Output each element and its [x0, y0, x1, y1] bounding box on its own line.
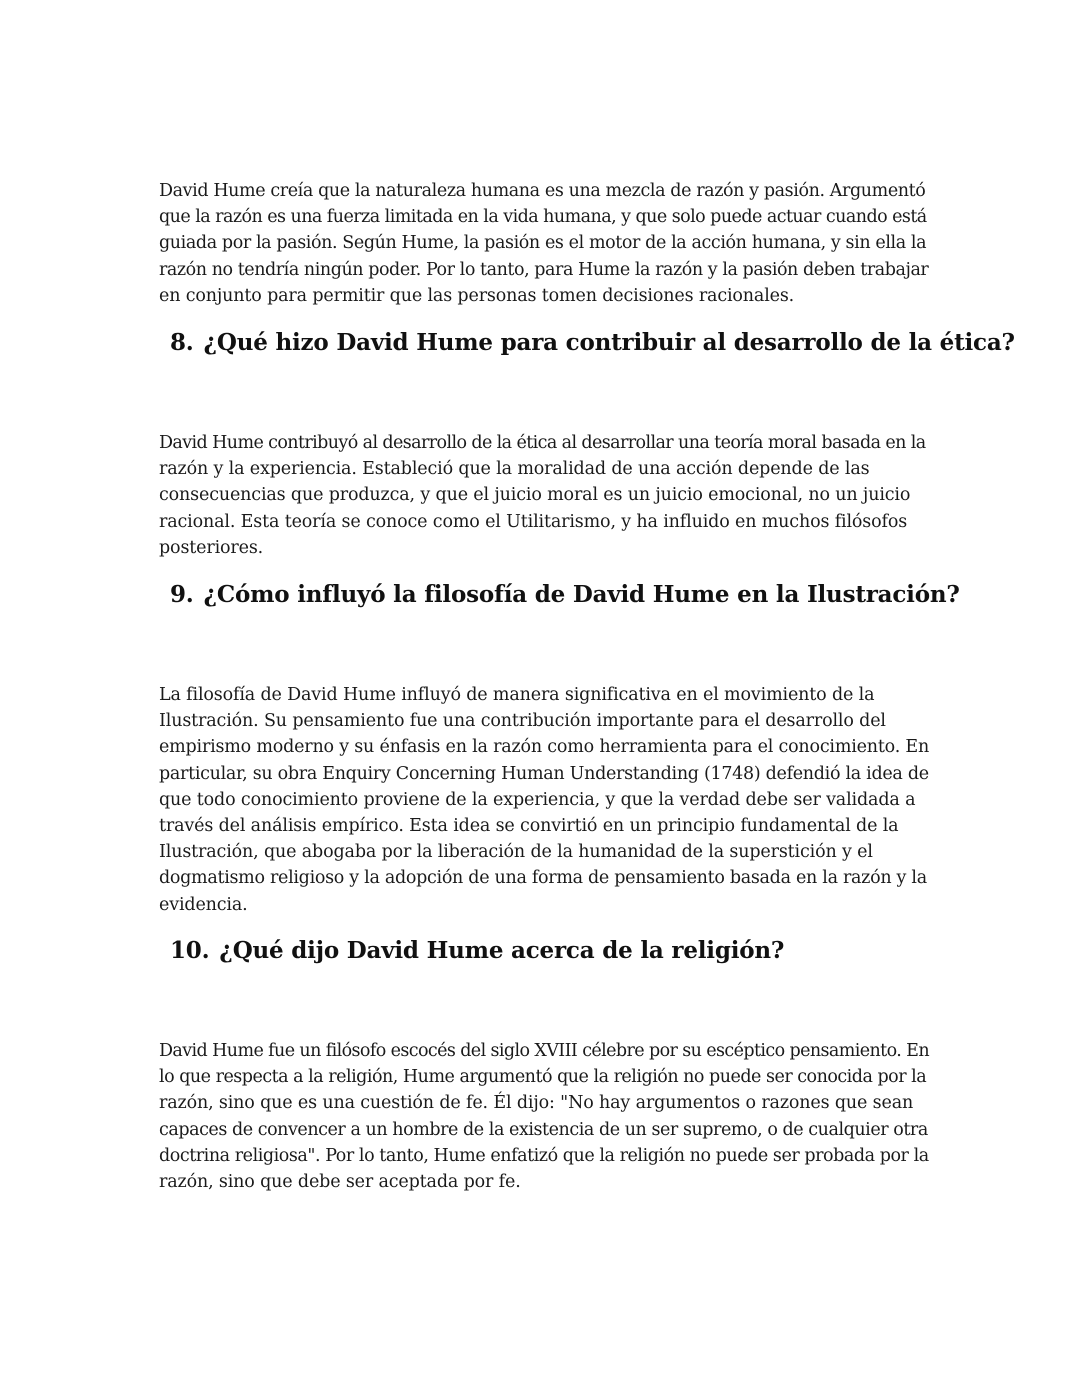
paragraph-line: David Hume creía que la naturaleza humana es una mezcla de razón y pasión. Argumentó: [159, 181, 926, 201]
paragraph-line: capaces de convencer a un hombre de la existencia de un ser supremo, o de cualquier otra: [159, 1119, 928, 1140]
paragraph-line: Ilustración, que abogaba por la liberación de la humanidad de la superstición y el: [159, 842, 873, 863]
paragraph-line: lo que respecta a la religión, Hume argumentó que la religión no puede ser conocida por la: [159, 1067, 927, 1088]
paragraph-line: David Hume contribuyó al desarrollo de la ética al desarrollar una teoría moral basada en la: [159, 433, 926, 453]
paragraph-line: que todo conocimiento proviene de la experiencia, y que la verdad debe ser validada a: [159, 789, 916, 810]
paragraph-line: que la razón es una fuerza limitada en la vida humana, y que solo puede actuar cuando está: [159, 207, 927, 228]
paragraph-line: razón, sino que es una cuestión de fe. Él dijo: "No hay argumentos o razones que sean: [159, 1093, 914, 1114]
answer-paragraph-8: [159, 430, 926, 561]
paragraph-line: guiada por la pasión. Según Hume, la pasión es el motor de la acción humana, y sin ella la: [159, 233, 927, 254]
paragraph-line: razón y la experiencia. Estableció que la moralidad de una acción depende de las: [159, 459, 870, 480]
paragraph-line: Ilustración. Su pensamiento fue una contribución importante para el desarrollo del: [159, 711, 886, 732]
paragraph-line: en conjunto para permitir que las personas tomen decisiones racionales.: [159, 285, 795, 306]
question-text: ¿Cómo influyó la filosofía de David Hume en la Ilustración?: [203, 581, 960, 608]
paragraph-line: particular, su obra Enquiry Concerning Human Understanding (1748) defendió la idea de: [159, 763, 929, 784]
answer-paragraph-10: [159, 1038, 929, 1195]
paragraph-line: doctrina religiosa". Por lo tanto, Hume enfatizó que la religión no puede ser probada por la: [159, 1145, 929, 1166]
paragraph-line: empirismo moderno y su énfasis en la razón como herramienta para el conocimiento. En: [159, 737, 930, 758]
question-number: 8.: [170, 329, 194, 356]
paragraph-line: posteriores.: [159, 537, 264, 558]
paragraph-line: David Hume fue un filósofo escocés del siglo XVIII célebre por su escéptico pensamiento. En: [159, 1041, 929, 1061]
paragraph-line: dogmatismo religioso y la adopción de una forma de pensamiento basada en la razón y la: [159, 868, 927, 889]
question-heading-8: [170, 328, 1015, 358]
question-number: 10.: [170, 937, 210, 964]
paragraph-line: razón, sino que debe ser aceptada por fe.: [159, 1172, 521, 1193]
paragraph-line: La filosofía de David Hume influyó de manera significativa en el movimiento de la: [159, 685, 875, 705]
question-text: ¿Qué dijo David Hume acerca de la religión?: [219, 937, 785, 964]
question-text: ¿Qué hizo David Hume para contribuir al desarrollo de la ética?: [203, 329, 1015, 356]
question-heading-10: [170, 936, 784, 966]
question-heading-9: [170, 580, 960, 610]
paragraph-line: consecuencias que produzca, y que el juicio moral es un juicio emocional, no un juicio: [159, 485, 911, 506]
question-number: 9.: [170, 581, 194, 608]
paragraph-line: razón no tendría ningún poder. Por lo tanto, para Hume la razón y la pasión deben trabajar: [159, 259, 929, 280]
answer-paragraph-9: [159, 682, 930, 918]
paragraph-line: evidencia.: [159, 894, 248, 915]
paragraph-line: racional. Esta teoría se conoce como el Utilitarismo, y ha influido en muchos filósofos: [159, 511, 908, 532]
paragraph-line: través del análisis empírico. Esta idea se convirtió en un principio fundamental de la: [159, 816, 899, 837]
answer-paragraph-intro: [159, 178, 929, 309]
